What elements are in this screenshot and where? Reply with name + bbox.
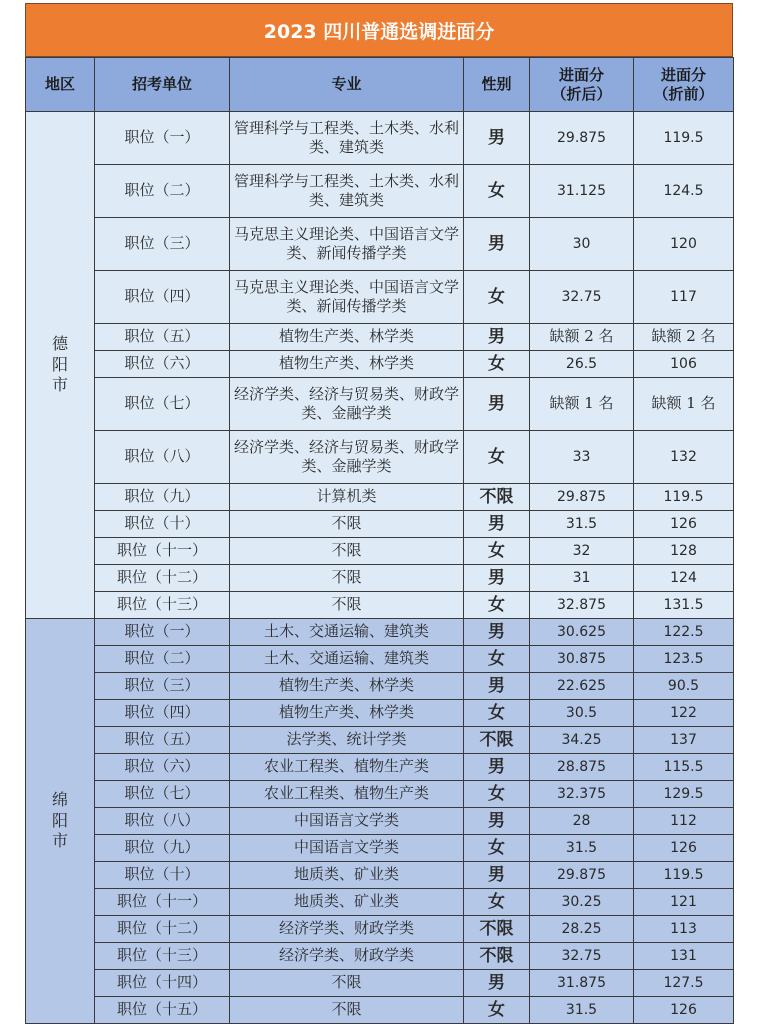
position-name: 职位（二） xyxy=(95,165,230,218)
score-before-cell: 126 xyxy=(634,997,734,1024)
table-row xyxy=(26,538,734,565)
position-name: 职位（十二） xyxy=(95,565,230,592)
score-after-cell: 33 xyxy=(530,431,634,484)
score-after-cell: 31.5 xyxy=(530,835,634,862)
position-name: 职位（九） xyxy=(95,484,230,511)
major-cell: 植物生产类、林学类 xyxy=(230,673,464,700)
score-before-cell: 90.5 xyxy=(634,673,734,700)
score-before-cell: 132 xyxy=(634,431,734,484)
major-cell: 植物生产类、林学类 xyxy=(230,324,464,351)
table-row xyxy=(26,592,734,619)
score-before-cell: 119.5 xyxy=(634,112,734,165)
score-before-cell: 121 xyxy=(634,889,734,916)
gender-cell: 男 xyxy=(464,565,530,592)
score-table xyxy=(25,57,734,1024)
score-before-cell: 131.5 xyxy=(634,592,734,619)
position-name: 职位（十五） xyxy=(95,997,230,1024)
score-before-cell: 129.5 xyxy=(634,781,734,808)
table-row xyxy=(26,271,734,324)
gender-cell: 女 xyxy=(464,835,530,862)
score-before-cell: 113 xyxy=(634,916,734,943)
score-after-cell: 31.875 xyxy=(530,970,634,997)
score-before-cell: 124 xyxy=(634,565,734,592)
header-score-before-line1: 进面分 xyxy=(660,65,706,84)
position-name: 职位（三） xyxy=(95,218,230,271)
position-name: 职位（九） xyxy=(95,835,230,862)
header-gender: 性别 xyxy=(464,58,530,112)
gender-cell: 女 xyxy=(464,781,530,808)
major-cell: 不限 xyxy=(230,565,464,592)
table-row xyxy=(26,484,734,511)
score-after-cell: 29.875 xyxy=(530,112,634,165)
score-after-cell: 26.5 xyxy=(530,351,634,378)
table-header xyxy=(26,58,734,112)
position-name: 职位（四） xyxy=(95,271,230,324)
major-cell: 管理科学与工程类、土木类、水利类、建筑类 xyxy=(230,112,464,165)
score-after-cell: 32.75 xyxy=(530,943,634,970)
score-after-cell: 29.875 xyxy=(530,862,634,889)
major-cell: 不限 xyxy=(230,970,464,997)
gender-cell: 男 xyxy=(464,862,530,889)
score-before-cell: 119.5 xyxy=(634,862,734,889)
score-after-cell: 29.875 xyxy=(530,484,634,511)
position-name: 职位（一） xyxy=(95,619,230,646)
major-cell: 植物生产类、林学类 xyxy=(230,700,464,727)
position-name: 职位（十） xyxy=(95,511,230,538)
position-name: 职位（一） xyxy=(95,112,230,165)
position-name: 职位（十三） xyxy=(95,943,230,970)
header-major: 专业 xyxy=(230,58,464,112)
gender-cell: 女 xyxy=(464,165,530,218)
score-after-cell: 31.125 xyxy=(530,165,634,218)
table-row xyxy=(26,565,734,592)
gender-cell: 男 xyxy=(464,218,530,271)
score-after-cell: 30 xyxy=(530,218,634,271)
score-after-cell: 30.25 xyxy=(530,889,634,916)
gender-cell: 女 xyxy=(464,538,530,565)
score-before-cell: 106 xyxy=(634,351,734,378)
score-before-cell: 119.5 xyxy=(634,484,734,511)
score-after-cell: 28.25 xyxy=(530,916,634,943)
major-cell: 农业工程类、植物生产类 xyxy=(230,781,464,808)
major-cell: 不限 xyxy=(230,511,464,538)
major-cell: 管理科学与工程类、土木类、水利类、建筑类 xyxy=(230,165,464,218)
position-name: 职位（五） xyxy=(95,727,230,754)
score-after-cell: 30.5 xyxy=(530,700,634,727)
score-after-cell: 31 xyxy=(530,565,634,592)
header-row xyxy=(26,58,734,112)
score-after-cell: 30.875 xyxy=(530,646,634,673)
table-row xyxy=(26,378,734,431)
position-name: 职位（十） xyxy=(95,862,230,889)
header-score-after-line1: 进面分 xyxy=(558,65,604,84)
header-score-before xyxy=(634,58,734,112)
score-before-cell: 126 xyxy=(634,835,734,862)
region-name: 绵阳市 xyxy=(26,619,95,1024)
table-row xyxy=(26,970,734,997)
position-name: 职位（七） xyxy=(95,378,230,431)
major-cell: 土木、交通运输、建筑类 xyxy=(230,646,464,673)
score-before-cell: 126 xyxy=(634,511,734,538)
score-after-cell: 32.375 xyxy=(530,781,634,808)
position-name: 职位（十一） xyxy=(95,889,230,916)
score-after-cell: 22.625 xyxy=(530,673,634,700)
position-name: 职位（四） xyxy=(95,700,230,727)
score-after-cell: 32.875 xyxy=(530,592,634,619)
position-name: 职位（二） xyxy=(95,646,230,673)
header-score-after xyxy=(530,58,634,112)
gender-cell: 不限 xyxy=(464,484,530,511)
table-row xyxy=(26,619,734,646)
gender-cell: 女 xyxy=(464,700,530,727)
major-cell: 马克思主义理论类、中国语言文学类、新闻传播学类 xyxy=(230,271,464,324)
major-cell: 土木、交通运输、建筑类 xyxy=(230,619,464,646)
score-before-cell: 112 xyxy=(634,808,734,835)
table-row xyxy=(26,511,734,538)
gender-cell: 女 xyxy=(464,431,530,484)
table-row xyxy=(26,324,734,351)
gender-cell: 男 xyxy=(464,378,530,431)
gender-cell: 女 xyxy=(464,271,530,324)
gender-cell: 男 xyxy=(464,112,530,165)
score-after-cell: 32.75 xyxy=(530,271,634,324)
score-before-cell: 缺额 1 名 xyxy=(634,378,734,431)
position-name: 职位（八） xyxy=(95,431,230,484)
major-cell: 经济学类、财政学类 xyxy=(230,943,464,970)
table-row xyxy=(26,943,734,970)
table-row xyxy=(26,218,734,271)
score-before-cell: 122 xyxy=(634,700,734,727)
table-row xyxy=(26,351,734,378)
table-row xyxy=(26,112,734,165)
gender-cell: 不限 xyxy=(464,727,530,754)
header-score-after-line2: （折后） xyxy=(551,84,612,103)
major-cell: 经济学类、经济与贸易类、财政学类、金融学类 xyxy=(230,378,464,431)
major-cell: 中国语言文学类 xyxy=(230,808,464,835)
position-name: 职位（十四） xyxy=(95,970,230,997)
header-unit: 招考单位 xyxy=(95,58,230,112)
major-cell: 地质类、矿业类 xyxy=(230,889,464,916)
major-cell: 中国语言文学类 xyxy=(230,835,464,862)
table-row xyxy=(26,781,734,808)
position-name: 职位（七） xyxy=(95,781,230,808)
table-row xyxy=(26,431,734,484)
table-row xyxy=(26,165,734,218)
position-name: 职位（十三） xyxy=(95,592,230,619)
major-cell: 法学类、统计学类 xyxy=(230,727,464,754)
gender-cell: 女 xyxy=(464,351,530,378)
position-name: 职位（八） xyxy=(95,808,230,835)
major-cell: 地质类、矿业类 xyxy=(230,862,464,889)
score-after-cell: 31.5 xyxy=(530,511,634,538)
gender-cell: 女 xyxy=(464,592,530,619)
score-before-cell: 123.5 xyxy=(634,646,734,673)
gender-cell: 男 xyxy=(464,619,530,646)
position-name: 职位（五） xyxy=(95,324,230,351)
major-cell: 农业工程类、植物生产类 xyxy=(230,754,464,781)
table-row xyxy=(26,862,734,889)
score-after-cell: 32 xyxy=(530,538,634,565)
table-row xyxy=(26,727,734,754)
gender-cell: 女 xyxy=(464,997,530,1024)
score-before-cell: 127.5 xyxy=(634,970,734,997)
score-before-cell: 128 xyxy=(634,538,734,565)
score-after-cell: 34.25 xyxy=(530,727,634,754)
table-row xyxy=(26,997,734,1024)
region-name: 德阳市 xyxy=(26,112,95,619)
score-before-cell: 124.5 xyxy=(634,165,734,218)
gender-cell: 女 xyxy=(464,889,530,916)
gender-cell: 男 xyxy=(464,754,530,781)
gender-cell: 男 xyxy=(464,511,530,538)
score-after-cell: 28 xyxy=(530,808,634,835)
table-row xyxy=(26,916,734,943)
score-after-cell: 30.625 xyxy=(530,619,634,646)
major-cell: 马克思主义理论类、中国语言文学类、新闻传播学类 xyxy=(230,218,464,271)
table-row xyxy=(26,835,734,862)
major-cell: 不限 xyxy=(230,538,464,565)
position-name: 职位（六） xyxy=(95,351,230,378)
major-cell: 计算机类 xyxy=(230,484,464,511)
table-row xyxy=(26,646,734,673)
header-score-before-line2: （折前） xyxy=(653,84,714,103)
gender-cell: 男 xyxy=(464,970,530,997)
position-name: 职位（十一） xyxy=(95,538,230,565)
position-name: 职位（六） xyxy=(95,754,230,781)
major-cell: 不限 xyxy=(230,997,464,1024)
table-row xyxy=(26,700,734,727)
region-group-deyang xyxy=(26,112,734,619)
table-row xyxy=(26,673,734,700)
major-cell: 经济学类、财政学类 xyxy=(230,916,464,943)
score-before-cell: 137 xyxy=(634,727,734,754)
sheet-title: 2023 四川普通选调进面分 xyxy=(25,3,733,57)
table-row xyxy=(26,754,734,781)
score-before-cell: 117 xyxy=(634,271,734,324)
score-before-cell: 120 xyxy=(634,218,734,271)
score-before-cell: 115.5 xyxy=(634,754,734,781)
major-cell: 植物生产类、林学类 xyxy=(230,351,464,378)
gender-cell: 女 xyxy=(464,646,530,673)
score-before-cell: 缺额 2 名 xyxy=(634,324,734,351)
position-name: 职位（十二） xyxy=(95,916,230,943)
score-before-cell: 131 xyxy=(634,943,734,970)
score-after-cell: 缺额 2 名 xyxy=(530,324,634,351)
score-after-cell: 31.5 xyxy=(530,997,634,1024)
score-after-cell: 28.875 xyxy=(530,754,634,781)
table-row xyxy=(26,808,734,835)
position-name: 职位（三） xyxy=(95,673,230,700)
gender-cell: 男 xyxy=(464,324,530,351)
gender-cell: 不限 xyxy=(464,943,530,970)
gender-cell: 男 xyxy=(464,673,530,700)
major-cell: 经济学类、经济与贸易类、财政学类、金融学类 xyxy=(230,431,464,484)
gender-cell: 不限 xyxy=(464,916,530,943)
major-cell: 不限 xyxy=(230,592,464,619)
table-row xyxy=(26,889,734,916)
score-sheet xyxy=(25,3,733,1024)
header-region: 地区 xyxy=(26,58,95,112)
score-before-cell: 122.5 xyxy=(634,619,734,646)
score-after-cell: 缺额 1 名 xyxy=(530,378,634,431)
gender-cell: 男 xyxy=(464,808,530,835)
region-group-mianyang xyxy=(26,619,734,1024)
